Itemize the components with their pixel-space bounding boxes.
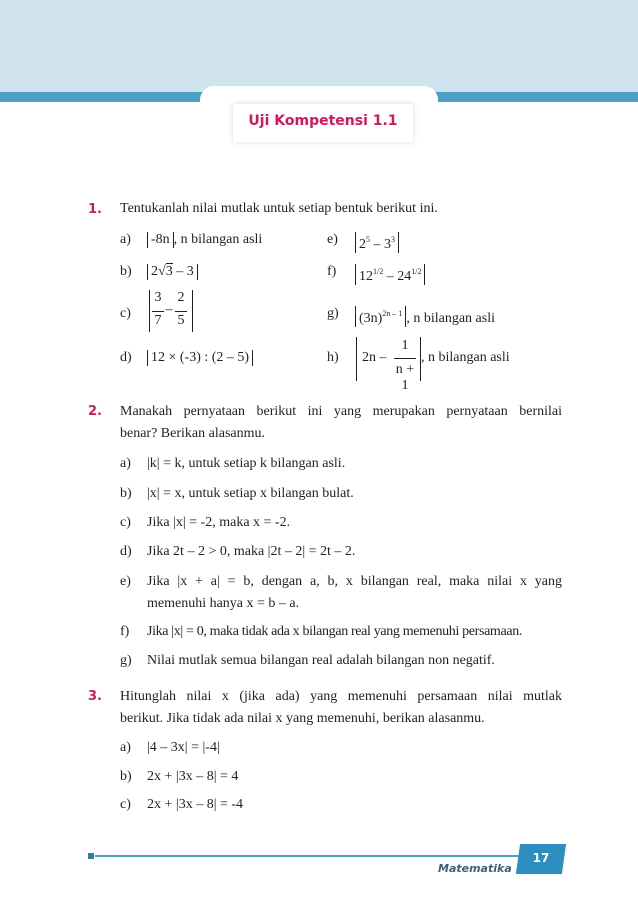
question-3-text: Hitunglah nilai x (jika ada) yang memenuhi persamaan nilai mutlak berikut. Jika tidak ada nilai x yang memenuhi, berikan alasanmu. [120,689,562,726]
q1-item-d: 12 × (-3) : (2 – 5) [147,350,253,366]
q1-item-e: $2^5 - 3^3$ [355,232,399,253]
q2-item-f: Jika |x| = 0, maka tidak ada x bilangan real yang memenuhi persamaan. [147,624,522,639]
q1-item-g: $(3n)^{2n - 1}$ , n bilangan asli [355,306,495,327]
section-title-box [233,104,413,142]
q3-label-b: b) [120,769,132,784]
header-banner [0,0,638,92]
q2-label-g: g) [120,653,132,668]
q3-label-c: c) [120,797,131,812]
q1-label-f: f) [327,264,337,279]
q1-label-d: d) [120,350,132,365]
question-number-1: 1. [88,202,102,217]
q2-item-b: |x| = x, untuk setiap x bilangan bulat. [147,486,354,501]
section-title: Uji Kompetensi 1.1 [248,113,398,129]
q2-item-a: |k| = k, untuk setiap k bilangan asli. [147,456,346,471]
q2-item-e: Jika |x + a| = b, dengan a, b, x bilangan real, maka nilai x yang memenuhi hanya x = b – a. [147,574,562,611]
q2-label-e: e) [120,574,131,589]
q1-label-g: g) [327,306,339,321]
q1-label-h: h) [327,350,339,365]
q2-item-g: Nilai mutlak semua bilangan real adalah bilangan non negatif. [147,653,495,668]
q2-label-c: c) [120,515,131,530]
question-1-text: Tentukanlah nilai mutlak untuk setiap bentuk berikut ini. [120,201,438,216]
sqrt-symbol: √ [158,264,166,279]
q3-item-b: 2x + |3x – 8| = 4 [147,769,239,784]
q2-label-f: f) [120,624,130,639]
q1-item-b: 2√3 – 3 [147,264,198,280]
page-number: 17 [532,851,550,865]
question-2-text: Manakah pernyataan berikut ini yang merupakan pernyataan bernilai benar? Berikan alasanmu. [120,404,562,441]
q1-item-a: -8n , n bilangan asli [147,232,262,248]
q1-label-b: b) [120,264,132,279]
q3-label-a: a) [120,740,131,755]
q2-label-d: d) [120,544,132,559]
footer-subject: Matematika [438,862,512,875]
footer-rule [95,855,535,857]
q3-item-a: |4 – 3x| = |-4| [147,740,220,755]
question-number-2: 2. [88,404,102,419]
footer-bullet [88,853,94,859]
q1-label-c: c) [120,306,131,321]
q1-label-a: a) [120,232,131,247]
q2-item-c: Jika |x| = -2, maka x = -2. [147,515,291,530]
q2-label-b: b) [120,486,132,501]
q1-label-e: e) [327,232,338,247]
question-number-3: 3. [88,689,102,704]
q3-item-c: 2x + |3x – 8| = -4 [147,797,244,812]
q2-label-a: a) [120,456,131,471]
q1-item-f: $12^{1/2} - 24^{1/2}$ [355,264,425,285]
q1a-abs: -8n [147,232,174,248]
q2-item-d: Jika 2t – 2 > 0, maka |2t – 2| = 2t – 2. [147,544,356,559]
